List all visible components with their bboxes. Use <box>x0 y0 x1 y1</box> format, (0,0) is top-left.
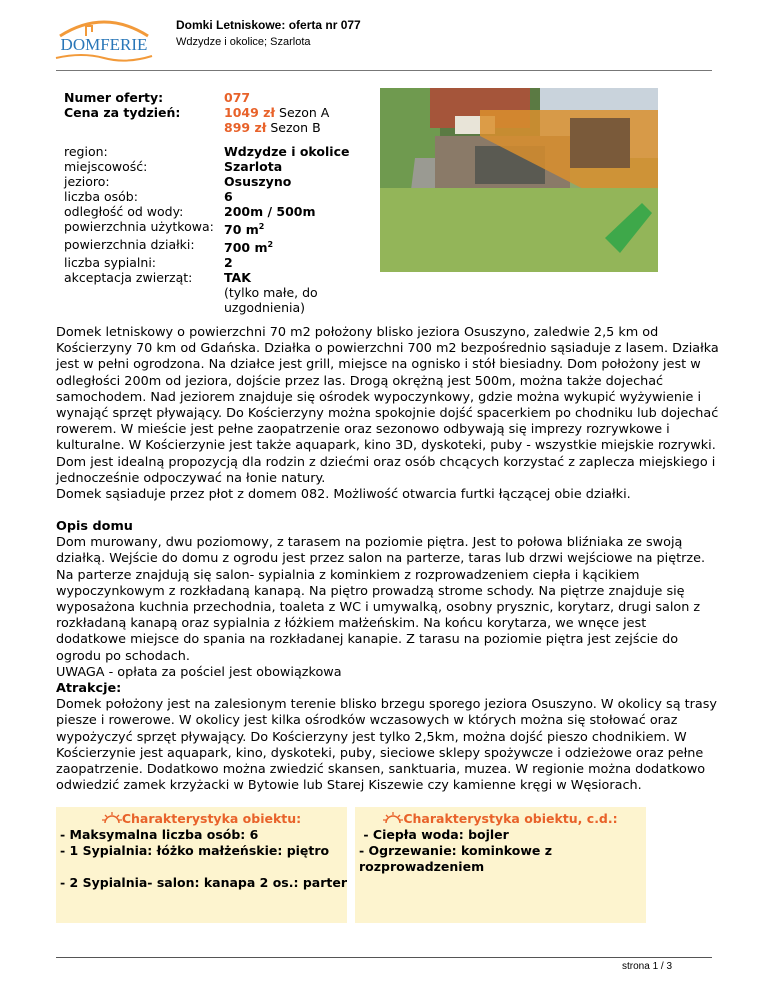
feature-item: - 1 Sypialnia: łóżko małżeńskie: piętro <box>60 843 330 858</box>
spec-value: 077 <box>224 90 251 105</box>
spec-row <box>64 189 374 204</box>
spec-value <box>224 120 374 135</box>
price-b-amount: 899 zł <box>224 120 267 135</box>
spec-label: odległość od wody: <box>64 204 184 219</box>
spec-value: TAK <box>224 270 251 286</box>
offer-description <box>56 325 720 503</box>
area-unit-sup: 2 <box>258 222 265 231</box>
plot-value: 700 m <box>224 240 268 256</box>
attractions-text: Domek położony jest na zalesionym terenie blisko brzegu sporego jeziora Osuszyno. W okolicy są trasy piesze i rowerowe. W okolicy jest kilka ośrodków wczasowych w których można się stołować oraz wypożyczyć sprzęt pływający. Do Kościerzyny jest tylko 2,5km, można dojść pieszo chodnikiem. W Kościerzynie jest aquapark, kino, dyskoteki, puby, sieciowe sklepy spożywcze i odzieżowe oraz pełne zaopatrzenie. Dodatkowo można zwiedzić skansen, sanktuaria, muzea. W regionie można dodatkowo odwiedzić zamek krzyżacki w Bytowie lub Starej Kiszewie czy kamienne kręgi w Węsiorach. <box>56 697 717 794</box>
spec-row <box>64 204 374 219</box>
house-note: UWAGA - opłata za pościel jest obowiązkowa <box>56 664 342 680</box>
offer-specs <box>64 90 374 315</box>
spec-value: 6 <box>224 189 233 204</box>
features-box-right <box>355 807 646 923</box>
page-number: strona 1 / 3 <box>622 961 673 972</box>
features-box-left <box>56 807 347 923</box>
spec-row-note <box>64 285 374 315</box>
features-heading <box>355 811 646 827</box>
sun-icon <box>102 811 122 825</box>
spec-label: liczba osób: <box>64 189 138 204</box>
document-subtitle: Wdzydze i okolice; Szarlota <box>176 36 311 48</box>
spec-value <box>224 237 374 255</box>
spec-label: powierzchnia działki: <box>64 237 195 253</box>
sun-icon <box>383 811 403 825</box>
spec-label: Cena za tydzień: <box>64 105 181 120</box>
spec-value: Wdzydze i okolice <box>224 144 350 159</box>
house-roof-icon <box>52 14 156 64</box>
spec-label: akceptacja zwierząt: <box>64 270 193 286</box>
house-photo[interactable] <box>380 88 658 272</box>
house-text: Dom murowany, dwu poziomowy, z tarasem na poziomie piętra. Jest to połowa bliźniaka ze swoją działką. Wejście do domu z ogrodu jest przez salon na parterze, taras lub drzwi wejściowe na piętrze. Na parterze znajdują się salon- sypialnia z kominkiem z rozprowadzeniem ciepła i kącikiem wypoczynkowym z rozkładaną kanapą. Na piętro prowadzą strome schody. Na piętrze znajduje się wyposażona kuchnia przechodnia, toaleta z WC i umywalką, osobny prysznic, korytarz, drugi salon z rozkładaną kanapą oraz sypialnia z łóżkiem małżeńskim. Na końcu korytarza, we wnęce jest dodatkowe miejsce do spania na rozkładanej kanapie. Z tarasu na poziomie piętra jest zejście do ogrodu po schodach. <box>56 535 706 664</box>
domferie-logo[interactable] <box>52 14 156 64</box>
attractions-section <box>56 681 720 794</box>
attractions-heading: Atrakcje: <box>56 681 122 696</box>
spec-row <box>64 255 374 270</box>
spec-row-price-b <box>64 120 374 135</box>
feature-item: - Ogrzewanie: kominkowe z rozprowadzeniem <box>359 843 553 874</box>
spec-label: region: <box>64 144 108 159</box>
spec-value <box>224 105 374 120</box>
feature-item: - Ciepła woda: bojler <box>359 827 509 842</box>
description-paragraph: Domek sąsiaduje przez płot z domem 082. Możliwość otwarcia furtki łączącej obie działki. <box>56 487 631 503</box>
spec-row <box>64 159 374 174</box>
spec-value: 2 <box>224 255 233 271</box>
spec-row <box>64 270 374 285</box>
house-section <box>56 519 720 681</box>
features-heading-text: Charakterystyka obiektu: <box>121 811 302 826</box>
feature-item: - Maksymalna liczba osób: 6 <box>60 827 259 842</box>
spec-label: powierzchnia użytkowa: <box>64 219 214 234</box>
spec-row <box>64 219 374 237</box>
spec-value: Szarlota <box>224 159 283 174</box>
price-b-season: Sezon B <box>266 120 321 135</box>
house-photo-image <box>380 88 658 272</box>
features-heading-text: Charakterystyka obiektu, c.d.: <box>403 811 618 826</box>
spec-value <box>224 219 374 237</box>
spec-label: liczba sypialni: <box>64 255 157 271</box>
document-title: Domki Letniskowe: oferta nr 077 <box>176 18 361 32</box>
house-heading: Opis domu <box>56 519 133 534</box>
plot-unit-sup: 2 <box>267 240 274 250</box>
price-a-amount: 1049 zł <box>224 105 276 120</box>
footer-divider <box>56 957 712 958</box>
spec-row <box>64 237 374 255</box>
spec-row-offer <box>64 90 374 105</box>
spec-value: 200m / 500m <box>224 204 316 219</box>
spec-label: miejscowość: <box>64 159 148 174</box>
features-heading <box>56 811 347 827</box>
spec-row <box>64 174 374 189</box>
spec-row-price <box>64 105 374 120</box>
pets-note: (tylko małe, do uzgodnienia) <box>224 285 318 316</box>
logo-text: DOMFERIE <box>60 35 148 54</box>
feature-item: - 2 Sypialnia- salon: kanapa 2 os.: parter <box>60 875 348 890</box>
spec-row <box>64 144 374 159</box>
spec-value: Osuszyno <box>224 174 292 189</box>
spec-label: jezioro: <box>64 174 110 189</box>
spec-label: Numer oferty: <box>64 90 164 105</box>
price-a-season: Sezon A <box>275 105 330 120</box>
description-paragraph: Domek letniskowy o powierzchni 70 m2 położony blisko jeziora Osuszyno, zaledwie 2,5 km od Kościerzyny 70 km od Gdańska. Działka o powierzchni 700 m2 bezpośrednio sąsiaduje z lasem. Działka jest w pełni ogrodzona. Na działce jest grill, miejsce na ognisko i stół biesiadny. Dom położony jest w odległości 200m od jeziora, dojście przez las. Drogą okrężną jest 500m, można także dojechać samochodem. Nad jeziorem znajduje się ośrodek wypoczynkowy, gdzie można wykupić wyżywienie i wynająć sprzęt pływający. Do Kościerzyny można spokojnie dojść spacerkiem po chodniku lub dojechać rowerem. W mieście jest pełne zaopatrzenie oraz sezonowo odbywają się imprezy rozrywkowe i kulturalne. W Kościerzynie jest także aquapark, kino 3D, dyskoteki, puby - wszystkie miejskie rozrywki. Dom jest idealną propozycją dla rodzin z dziećmi oraz osób chcących korzystać z zaplecza miejskiego i jednocześnie odpoczywać na łonie natury. <box>56 325 719 486</box>
area-value: 70 m <box>224 222 259 238</box>
header-divider <box>56 70 712 71</box>
